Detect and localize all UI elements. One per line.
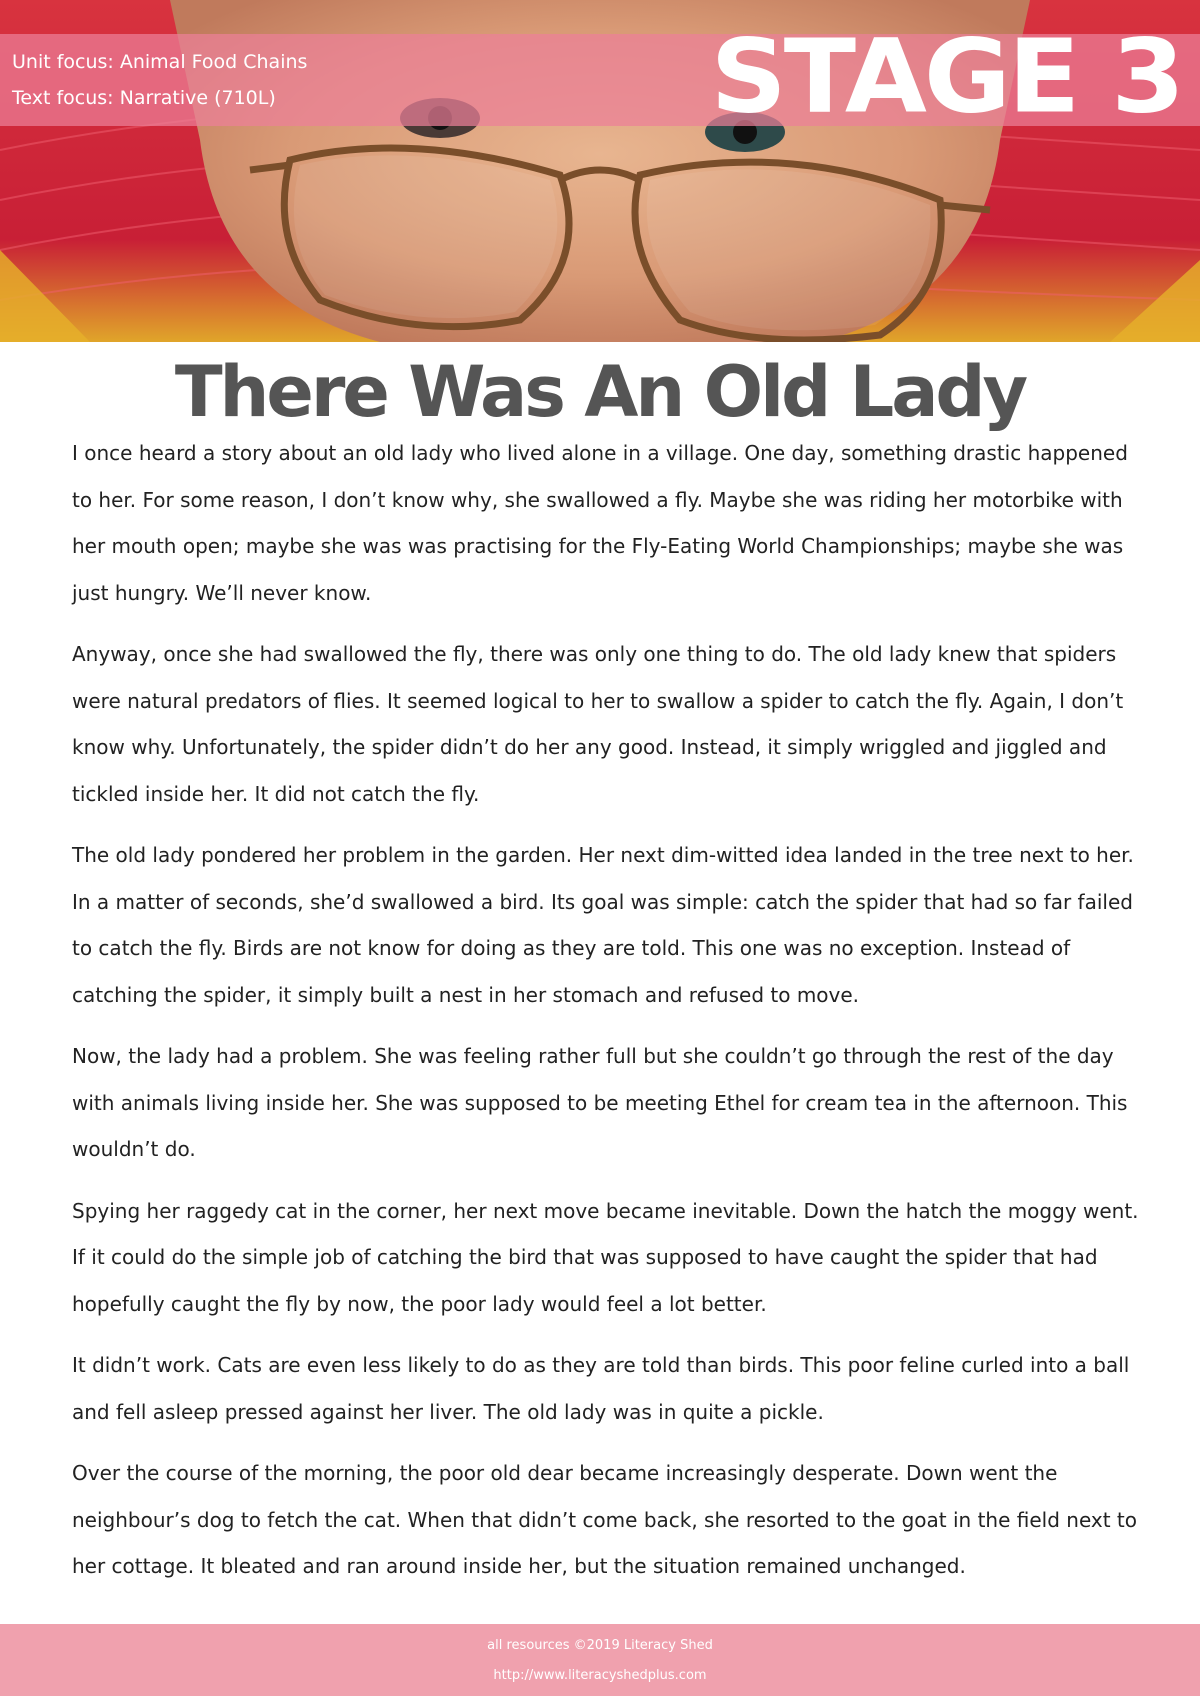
paragraph: I once heard a story about an old lady who lived alone in a village. One day, something drastic happened to her. For some reason, I don’t know why, she swallowed a fly. Maybe she was riding her motorbike with her mouth open; maybe she was was practising for the Fly-Eating World Championships; maybe she was just hungry. We’ll never know.: [72, 441, 1128, 605]
page-footer: [0, 1624, 1200, 1696]
paragraph: Anyway, once she had swallowed the fly, there was only one thing to do. The old lady knew that spiders were natural predators of flies. It seemed logical to her to swallow a spider to catch the fly. Again, I don’t know why. Unfortunately, the spider didn’t do her any good. Instead, it simply wriggled and jiggled and tickled inside her. It did not catch the fly.: [72, 642, 1124, 806]
paragraph: The old lady pondered her problem in the garden. Her next dim-witted idea landed in the tree next to her. In a matter of seconds, she’d swallowed a bird. Its goal was simple: catch the spider that had so far failed to catch the fly. Birds are not know for doing as they are told. This one was no exception. Instead of catching the spider, it simply built a nest in her stomach and refused to move.: [72, 843, 1134, 1007]
copyright-text: all resources ©2019 Literacy Shed: [487, 1638, 713, 1653]
focus-info: [12, 44, 307, 116]
stage-label: STAGE 3: [710, 17, 1182, 136]
unit-focus: Unit focus: Animal Food Chains: [12, 51, 308, 73]
text-focus: Text focus: Narrative (710L): [12, 87, 276, 109]
paragraph: Now, the lady had a problem. She was feeling rather full but she couldn’t go through the rest of the day with animals living inside her. She was supposed to be meeting Ethel for cream tea in the afternoon. This wouldn’t do.: [72, 1044, 1128, 1161]
paragraph: It didn’t work. Cats are even less likely to do as they are told than birds. This poor feline curled into a ball and fell asleep pressed against her liver. The old lady was in quite a pickle.: [72, 1353, 1130, 1424]
hero-photo: [0, 0, 1200, 342]
page-title: There Was An Old Lady: [174, 351, 1026, 433]
website-link[interactable]: http://www.literacyshedplus.com: [493, 1668, 707, 1683]
paragraph: Spying her raggedy cat in the corner, her next move became inevitable. Down the hatch the moggy went. If it could do the simple job of catching the bird that was supposed to have caught the spider that had hopefully caught the fly by now, the poor lady would feel a lot better.: [72, 1198, 1139, 1316]
story-body: [72, 430, 1142, 1605]
paragraph: Over the course of the morning, the poor old dear became increasingly desperate. Down went the neighbour’s dog to fetch the cat. When that didn’t come back, she resorted to the goat in the field next to her cottage. It bleated and ran around inside her, but the situation remained unchanged.: [72, 1461, 1138, 1578]
